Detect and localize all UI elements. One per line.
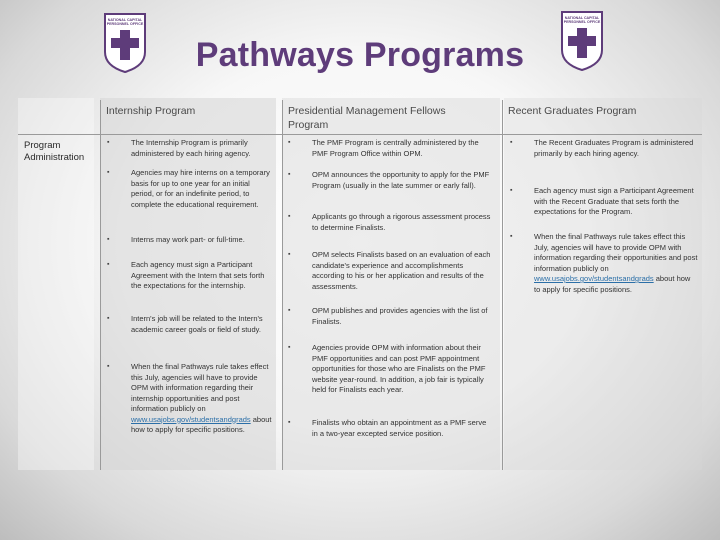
list-item: ▪ OPM announces the opportunity to apply for the PMF Program (usually in the late summer or early fall). <box>288 170 490 190</box>
usajobs-link[interactable]: www.usajobs.gov/studentsandgrads <box>534 274 654 283</box>
svg-text:NATIONAL CAPITAL: NATIONAL CAPITAL <box>564 16 600 20</box>
bullet-icon: ▪ <box>510 139 513 146</box>
list-item: ▪ The Internship Program is primarily administered by each hiring agency. <box>107 138 251 158</box>
bullet-icon: ▪ <box>510 187 513 194</box>
list-item: ▪ Interns may work part- or full-time. <box>107 235 245 244</box>
row-label-program-administration: Program Administration <box>24 140 85 163</box>
page-title: Pathways Programs <box>195 36 525 74</box>
column-divider <box>502 100 503 470</box>
list-item: ▪ The PMF Program is centrally administered by the PMF Program Office within OPM. <box>288 138 479 158</box>
list-item: ▪ Agencies provide OPM with information about their PMF opportunities and can post PMF appointment opportunities for those who are Finalists on the PMF website year-round. In addition, a job fair is typically held for Finalists each year. <box>288 343 486 394</box>
svg-text:PERSONNEL OFFICE: PERSONNEL OFFICE <box>563 20 601 24</box>
bullet-icon: ▪ <box>288 419 291 426</box>
list-item: ▪ When the final Pathways rule takes effect this July, agencies will have to provide OPM with information regarding their internship opportunities and post information publicly on www.usajobs.gov/studentsandgrads about how to apply for specific positions. <box>107 362 272 434</box>
list-item: ▪ Applicants go through a rigorous assessment process to determine Finalists. <box>288 212 491 232</box>
column-divider <box>282 100 283 470</box>
list-item: ▪ OPM publishes and provides agencies with the list of Finalists. <box>288 306 488 326</box>
programs-table <box>18 98 702 470</box>
bullet-icon: ▪ <box>288 344 291 351</box>
list-item: ▪ Each agency must sign a Participant Agreement with the Intern that sets forth the expectations for the internship. <box>107 260 265 290</box>
list-item: ▪ Each agency must sign a Participant Agreement with the Recent Graduate that sets forth the expectations for the Program. <box>510 186 694 216</box>
svg-text:NATIONAL CAPITAL: NATIONAL CAPITAL <box>107 18 143 22</box>
header-pmf: Presidential Management Fellows Program <box>288 105 446 131</box>
bullet-icon: ▪ <box>107 139 110 146</box>
list-item: ▪ When the final Pathways rule takes effect this July, agencies will have to provide OPM with information regarding their opportunities and post information publicly on www.usajobs.gov/studentsandgrads about how to apply for specific positions. <box>510 232 698 294</box>
bullet-icon: ▪ <box>107 261 110 268</box>
header-recent-graduates: Recent Graduates Program <box>508 105 637 117</box>
bullet-icon: ▪ <box>288 213 291 220</box>
bullet-icon: ▪ <box>288 251 291 258</box>
bullet-icon: ▪ <box>107 169 110 176</box>
header-divider <box>18 134 702 135</box>
usajobs-link[interactable]: www.usajobs.gov/studentsandgrads <box>131 414 251 424</box>
list-item: ▪ The Recent Graduates Program is administered primarily by each hiring agency. <box>510 138 694 158</box>
header-internship: Internship Program <box>106 105 196 117</box>
bullet-icon: ▪ <box>510 233 513 240</box>
bullet-icon: ▪ <box>288 139 291 146</box>
list-item: ▪ Agencies may hire interns on a temporary basis for up to one year for an initial period, or for an indefinite period, to complete the educational requirement. <box>107 168 270 209</box>
column-divider <box>100 100 101 470</box>
bullet-icon: ▪ <box>288 307 291 314</box>
bullet-icon: ▪ <box>107 236 110 243</box>
bullet-icon: ▪ <box>107 315 110 322</box>
svg-text:PERSONNEL OFFICE: PERSONNEL OFFICE <box>106 22 144 26</box>
list-item: ▪ Finalists who obtain an appointment as a PMF serve in a two-year excepted service position. <box>288 418 487 438</box>
list-item: ▪ Intern's job will be related to the Intern's academic career goals or field of study. <box>107 314 263 334</box>
bullet-icon: ▪ <box>288 171 291 178</box>
list-item: ▪ OPM selects Finalists based on an evaluation of each candidate's experience and accomplishments according to his or her application and results of the assessments. <box>288 250 491 291</box>
bullet-icon: ▪ <box>107 363 110 370</box>
